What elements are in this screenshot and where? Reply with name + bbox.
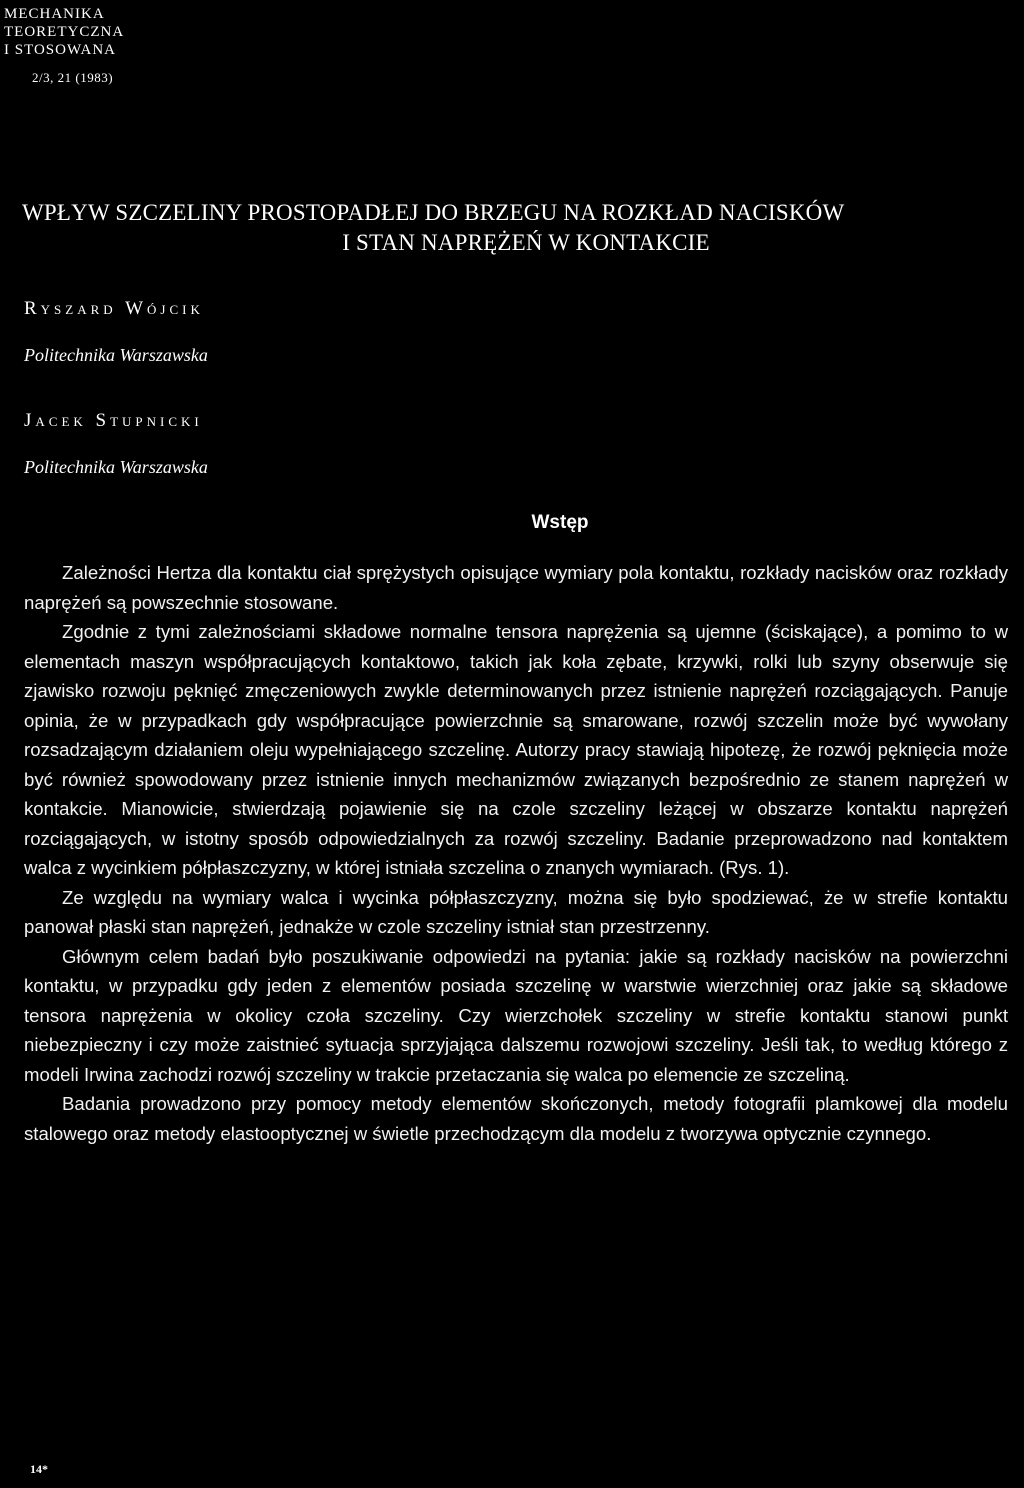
section-heading: Wstęp <box>531 512 589 533</box>
paragraph: Zgodnie z tymi zależnościami składowe normalne tensora naprężenia są ujemne (ściskające), a pomimo to w elementach maszyn współpracujących kontaktowo, takich jak koła zębate, krzywki, rolki lub szyny obserwuje się zjawisko rozwoju pęknięć zmęczeniowych zwykle determinowanych przez istnienie naprężeń rozciągających. Panuje opinia, że w przypadkach gdy współpracujące powierzchnie są smarowane, rozwój szczelin może być wywołany rozsadzającym działaniem oleju wypełniającego szczelinę. Autorzy pracy stawiają hipotezę, że rozwój pęknięcia może być również spowodowany przez istnienie innych mechanizmów związanych bezpośrednio ze stanem naprężeń w kontakcie. Mianowicie, stwierdzają pojawienie się na czole szczeliny leżącej w obszarze kontaktu naprężeń rozciągających, w istotny sposób odpowiedzialnych za rozwój szczeliny. Badanie przeprowadzono nad kontaktem walca z wycinkiem półpłaszczyzny, w której istniała szczelina o znanych wymiarach. (Rys. 1). <box>24 621 1008 878</box>
author-name: Ryszard Wójcik <box>24 298 204 319</box>
paragraph: Głównym celem badań było poszukiwanie odpowiedzi na pytania: jakie są rozkłady nacisków na powierzchni kontaktu, w przypadku gdy jeden z elementów posiada szczelinę w warstwie wierzchniej oraz jakie są składowe tensora naprężenia w okolicy czoła szczeliny. Czy wierzchołek szczeliny w strefie kontaktu stanowi punkt niebezpieczny i czy może zaistnieć sytuacja sprzyjająca dalszemu rozwojowi szczeliny. Jeśli tak, to według którego z modeli Irwina zachodzi rozwój szczeliny w trakcie przetaczania się walca po elemencie ze szczeliną. <box>24 945 1008 1085</box>
body-text <box>24 558 1008 1148</box>
journal-name-line-1: MECHANIKA <box>4 6 105 22</box>
page-mark: 14* <box>30 1462 48 1476</box>
author-affiliation: Politechnika Warszawska <box>24 457 208 477</box>
paragraph: Ze względu na wymiary walca i wycinka półpłaszczyzny, można się było spodziewać, że w strefie kontaktu panował płaski stan naprężeń, jednakże w czole szczeliny istniał stan przestrzenny. <box>24 886 1008 937</box>
paragraph: Badania prowadzono przy pomocy metody elementów skończonych, metody fotografii plamkowej dla modelu stalowego oraz metody elastooptycznej w świetle przechodzącym dla modelu z tworzywa optycznie czynnego. <box>24 1093 1008 1144</box>
paper-title-line-1: WPŁYW SZCZELINY PROSTOPADŁEJ DO BRZEGU NA ROZKŁAD NACISKÓW <box>22 200 845 225</box>
author-affiliation: Politechnika Warszawska <box>24 345 208 365</box>
journal-name-line-2: TEORETYCZNA <box>4 24 125 40</box>
paragraph: Zależności Hertza dla kontaktu ciał sprężystych opisujące wymiary pola kontaktu, rozkłady nacisków oraz rozkłady naprężeń są powszechnie stosowane. <box>24 562 1008 613</box>
author-name: Jacek Stupnicki <box>24 410 203 431</box>
journal-name-line-3: I STOSOWANA <box>4 42 116 58</box>
journal-issue: 2/3, 21 (1983) <box>32 70 114 85</box>
paper-title <box>22 198 1006 258</box>
paper-title-line-2: I STAN NAPRĘŻEŃ W KONTAKCIE <box>342 230 710 255</box>
journal-header <box>4 5 124 87</box>
